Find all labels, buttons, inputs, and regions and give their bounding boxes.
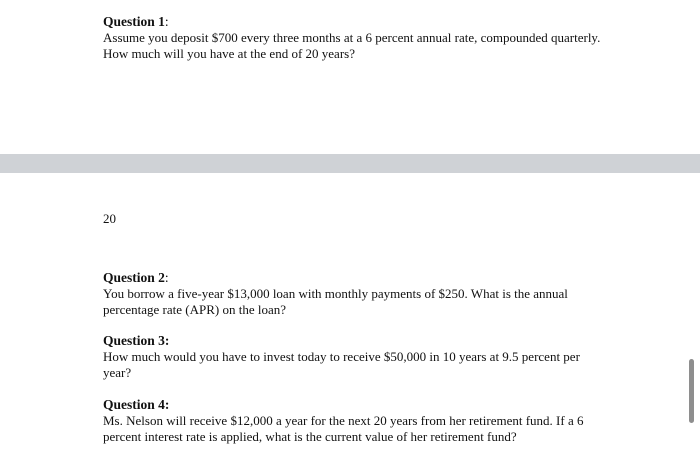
question-1-title-colon: : (164, 14, 169, 29)
question-2 (103, 270, 603, 318)
answer-number: 20 (103, 211, 116, 226)
question-3-title: Question 3: (103, 333, 170, 348)
question-1-title-text: Question 1 (103, 14, 165, 29)
question-3-text: How much would you have to invest today to receive $50,000 in 10 years at 9.5 percent per year? (103, 349, 580, 380)
scrollbar-thumb[interactable] (689, 359, 694, 423)
question-1-text: Assume you deposit $700 every three months at a 6 percent annual rate, compounded quarterly. How much will you have at the end of 20 years? (103, 30, 601, 61)
question-3 (103, 333, 603, 381)
question-2-text: You borrow a five-year $13,000 loan with monthly payments of $250. What is the annual percentage rate (APR) on the loan? (103, 286, 568, 317)
section-divider (0, 154, 700, 173)
question-2-title-text: Question 2 (103, 270, 165, 285)
question-2-title (103, 270, 603, 286)
question-2-title-colon: : (164, 270, 169, 285)
question-1-title (103, 14, 603, 30)
question-4-title: Question 4: (103, 397, 170, 412)
question-4-text: Ms. Nelson will receive $12,000 a year for the next 20 years from her retirement fund. If a 6 percent interest rate is applied, what is the current value of her retirement fund? (103, 413, 584, 444)
question-4 (103, 397, 603, 445)
question-1 (103, 14, 603, 62)
